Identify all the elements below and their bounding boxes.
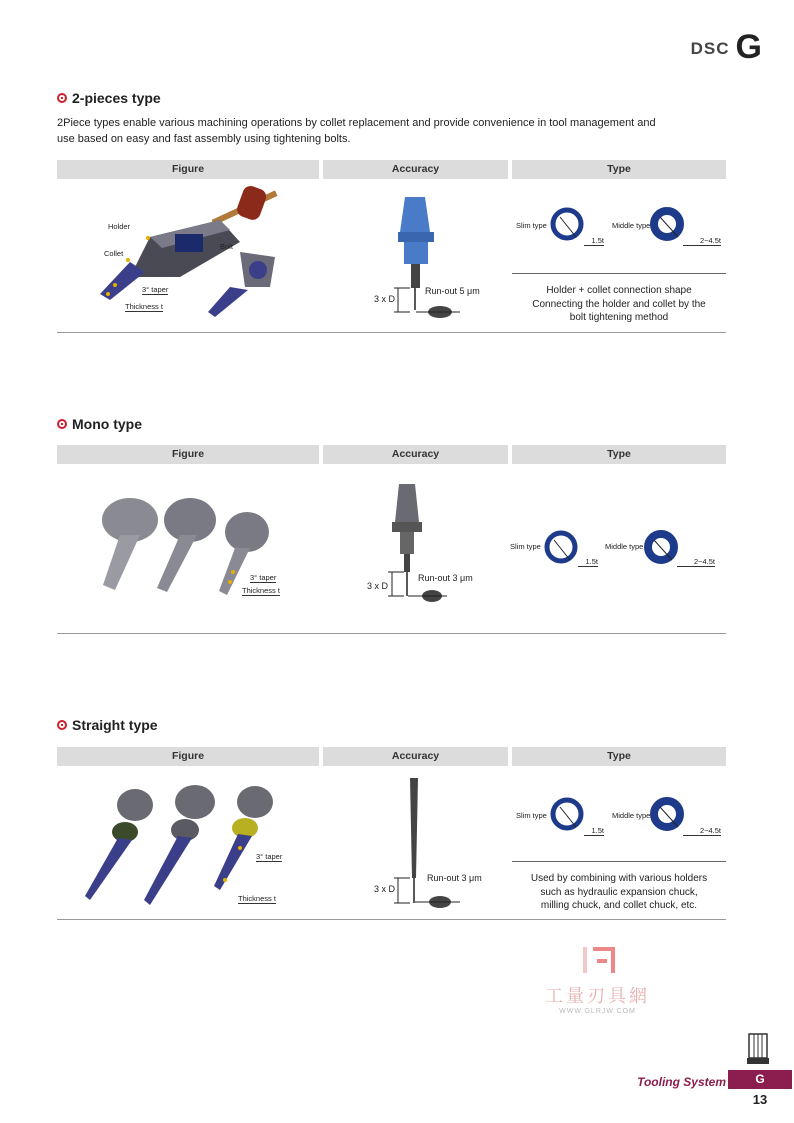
holder-cone	[395, 484, 419, 522]
tool-shank	[410, 778, 418, 878]
runout-label: Run-out 3 μm	[418, 573, 473, 583]
type-slim-value: 1.5t	[578, 557, 598, 567]
collet-base	[747, 1058, 769, 1064]
col-header-type: Type	[512, 160, 726, 179]
ring	[547, 533, 575, 561]
caption-line: such as hydraulic expansion chuck,	[540, 886, 698, 898]
section-description	[57, 115, 697, 147]
tool-shank	[404, 554, 410, 572]
label-holder: Holder	[108, 222, 131, 231]
col-header-type: Type	[512, 445, 726, 464]
label-taper: 3° taper	[142, 285, 169, 294]
straight-holder-2	[144, 785, 215, 905]
shank	[103, 535, 140, 590]
description-line: use based on easy and fast assembly using tightening bolts.	[57, 133, 351, 145]
caption-line: Holder + collet connection shape	[546, 285, 692, 296]
depth-label: 3 x D	[374, 294, 396, 304]
shank	[157, 535, 197, 592]
wrench-grip	[235, 184, 268, 222]
holder-flange	[392, 522, 422, 532]
caption-line: bolt tightening method	[569, 312, 669, 323]
shank	[85, 838, 132, 900]
type-slim-value: 1.5t	[584, 826, 604, 836]
runout-label: Run-out 3 μm	[427, 873, 482, 883]
description-line: 2Piece types enable various machining operations by collet replacement and provide convenience in tool management and	[57, 117, 656, 129]
caption-line: Used by combining with various holders	[530, 873, 708, 884]
type-caption	[512, 284, 726, 325]
shank	[214, 834, 252, 890]
holder-nose	[400, 532, 414, 554]
chapter-tab: G	[728, 1070, 792, 1089]
watermark	[530, 945, 665, 1015]
label-taper: 3° taper	[250, 573, 277, 582]
section-rule	[57, 633, 726, 634]
mono-holder-figure	[95, 490, 285, 600]
col-header-figure: Figure	[57, 747, 319, 766]
bullet-icon	[57, 93, 67, 103]
watermark-logo-icon	[573, 945, 623, 977]
collet-icon	[745, 1032, 771, 1068]
ring	[654, 211, 680, 237]
tool-shank	[411, 264, 420, 288]
section-title-text: 2-pieces type	[72, 90, 161, 106]
section-title-2pieces	[57, 90, 161, 106]
col-header-accuracy: Accuracy	[323, 160, 508, 179]
leader-dot	[231, 570, 235, 574]
holder-nose	[404, 242, 428, 264]
brand-prefix: DSC	[690, 39, 730, 58]
flange	[225, 512, 269, 552]
footer-label: Tooling System	[637, 1075, 726, 1089]
holder-2-nose	[249, 261, 267, 279]
section-title-mono	[57, 416, 142, 432]
section-rule	[57, 332, 726, 333]
logo-bar	[611, 947, 615, 973]
holder-2-shank	[208, 287, 248, 317]
section-title-text: Straight type	[72, 717, 158, 733]
logo-bar	[583, 947, 587, 973]
caption-line: Connecting the holder and collet by the	[532, 298, 706, 310]
label-taper: 3° taper	[256, 852, 283, 861]
ring	[553, 800, 581, 828]
section-rule	[57, 919, 726, 920]
straight-holder-figure	[80, 780, 283, 910]
holder-slot	[175, 234, 203, 252]
col-header-accuracy: Accuracy	[323, 445, 508, 464]
bullet-icon	[57, 720, 67, 730]
leader-dot	[113, 283, 117, 287]
col-header-figure: Figure	[57, 160, 319, 179]
type-middle-value: 2~4.5t	[677, 557, 715, 567]
section-title-text: Mono type	[72, 416, 142, 432]
leader-dot	[106, 292, 110, 296]
bullet-icon	[57, 419, 67, 429]
mono-holder-2	[157, 498, 216, 592]
page-number: 13	[752, 1092, 768, 1107]
leader-dot	[238, 846, 242, 850]
label-thickness: Thickness t	[238, 894, 276, 903]
shank	[144, 836, 192, 905]
leader-dot	[228, 580, 232, 584]
type-slim-value: 1.5t	[584, 236, 604, 246]
type-middle-value: 2~4.5t	[683, 236, 721, 246]
holder-flange	[398, 232, 434, 242]
straight-holder-1	[85, 789, 153, 900]
type-divider	[512, 273, 726, 274]
type-caption	[512, 872, 726, 913]
col-header-type: Type	[512, 747, 726, 766]
depth-label: 3 x D	[367, 581, 389, 591]
type-slim-label: Slim type	[516, 221, 547, 230]
depth-label: 3 x D	[374, 884, 396, 894]
logo-bar	[597, 959, 607, 963]
leader-dot	[223, 878, 227, 882]
ring	[648, 534, 674, 560]
leader-dot	[146, 236, 150, 240]
col-header-figure: Figure	[57, 445, 319, 464]
brand-letter: G	[735, 28, 762, 66]
flange	[117, 789, 153, 821]
runout-label: Run-out 5 μm	[425, 286, 480, 296]
type-slim-label: Slim type	[516, 811, 547, 820]
watermark-url: WWW.GLRJW.COM	[559, 1008, 636, 1015]
straight-holder-3	[214, 786, 273, 890]
label-thickness: Thickness t	[242, 586, 280, 595]
type-middle-value: 2~4.5t	[683, 826, 721, 836]
leader-dot	[126, 258, 130, 262]
flange	[237, 786, 273, 818]
col-header-accuracy: Accuracy	[323, 747, 508, 766]
brand-header	[691, 28, 762, 67]
section-title-straight	[57, 717, 158, 733]
label-bolt: Bolt	[220, 242, 233, 251]
mono-holder-1	[102, 498, 158, 590]
type-middle-label: Middle type	[605, 542, 644, 551]
flange	[175, 785, 215, 819]
holder-cone	[400, 197, 430, 232]
type-divider	[512, 861, 726, 862]
type-slim-label: Slim type	[510, 542, 541, 551]
ring	[553, 210, 581, 238]
label-thickness: Thickness t	[125, 302, 163, 311]
type-middle-label: Middle type	[612, 811, 651, 820]
type-middle-label: Middle type	[612, 221, 651, 230]
ring	[654, 801, 680, 827]
watermark-text: 工量刃具網	[545, 986, 650, 1007]
label-collet: Collet	[104, 249, 124, 258]
caption-line: milling chuck, and collet chuck, etc.	[540, 900, 698, 911]
